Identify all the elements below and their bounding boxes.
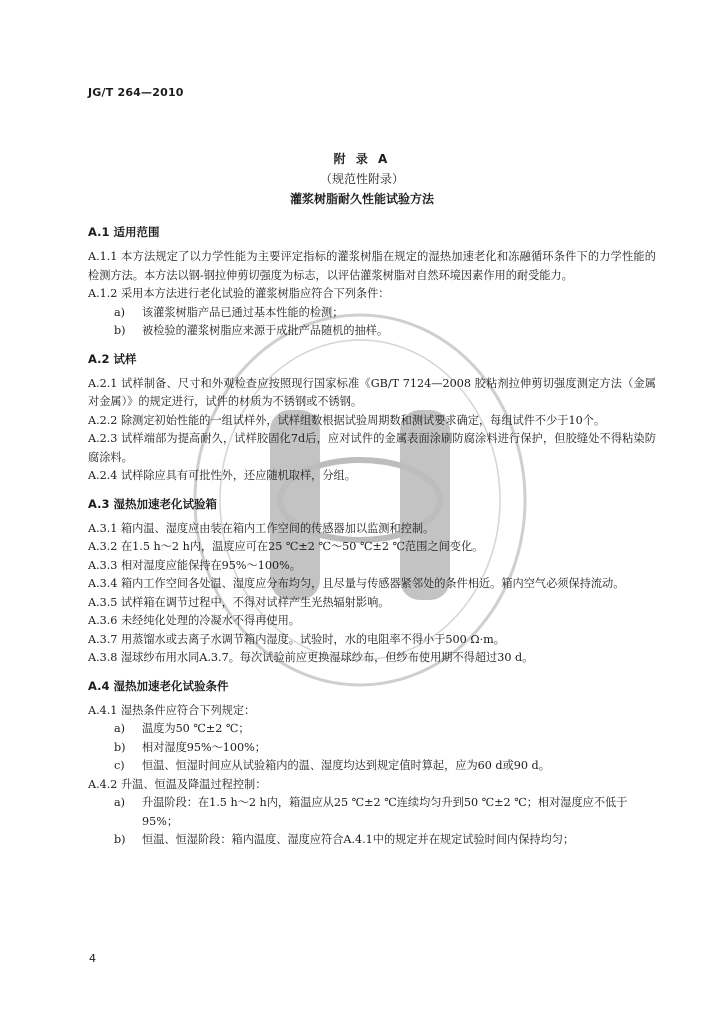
list-label: a) [114,722,126,735]
section-heading: A.1 适用范围 [88,225,160,239]
list-label: b) [114,833,126,846]
annex-normative: （规范性附录） [319,172,404,186]
annex-title: 附 录 A [333,152,391,166]
section-heading: A.4 湿热加速老化试验条件 [88,678,229,693]
list-text: 升温阶段：在1.5 h～2 h内，箱温应从25 ℃±2 ℃连续均匀升到50 ℃±2 ℃；相对湿度应不低于95%； [142,796,628,828]
paragraph: A.3.5 试样箱在调节过程中，不得对试样产生光热辐射影响。 [88,595,390,609]
list-text: 恒温、恒湿阶段：箱内温度、湿度应符合A.4.1中的规定并在规定试验时间内保持均匀； [142,833,575,846]
paragraph: A.3.8 湿球纱布用水同A.3.7。每次试验前应更换湿球纱布，但纱布使用期不得超过30 d。 [88,651,534,664]
standard-code: JG/T 264—2010 [88,86,184,99]
section-heading: A.3 湿热加速老化试验箱 [88,496,217,511]
list-item [88,794,656,831]
paragraph: A.3.4 箱内工作空间各处温、湿度应分布均匀，且尽量与传感器紧邻处的条件相近。箱内空气必须保持流动。 [88,577,625,590]
paragraph: A.3.7 用蒸馏水或去离子水调节箱内湿度。试验时，水的电阻率不得小于500 Ω·m。 [88,632,505,646]
paragraph: A.1.2 采用本方法进行老化试验的灌浆树脂应符合下列条件： [88,287,390,300]
list-text: 恒温、恒湿时间应从试验箱内的温、湿度均达到规定值时算起，应为60 d或90 d。 [142,759,550,772]
paragraph: A.2.3 试样端部为提高耐久，试样胶固化7d后，应对试件的金属表面涂刷防腐涂料进行保护，但胶缝处不得粘染防腐涂料。 [88,432,656,464]
list-text: 该灌浆树脂产品已通过基本性能的检测； [142,305,344,319]
document-body [88,224,656,850]
paragraph: A.2.1 试样制备、尺寸和外观检查应按照现行国家标准《GB/T 7124—2008 胶粘剂拉伸剪切强度测定方法（金属对金属）》的规定进行，试件的材质为不锈钢或不锈钢。 [88,376,656,408]
paragraph: A.3.1 箱内温、湿度应由装在箱内工作空间的传感器加以监测和控制。 [88,521,435,535]
list-item [88,720,656,739]
list-item [88,739,656,758]
list-text: 温度为50 ℃±2 ℃； [142,722,250,735]
paragraph: A.1.1 本方法规定了以力学性能为主要评定指标的灌浆树脂在规定的湿热加速老化和冻融循环条件下的力学性能的检测方法。本方法以钢-钢拉伸剪切强度为标志，以评估灌浆树脂对自然环境因素作用的耐受能力。 [88,250,656,282]
paragraph: A.3.3 相对湿度应能保持在95%～100%。 [88,558,301,572]
paragraph: A.4.2 升温、恒温及降温过程控制： [88,777,267,791]
list-text: 被检验的灌浆树脂应来源于成批产品随机的抽样。 [142,324,389,337]
section-heading: A.2 试样 [88,351,137,366]
paragraph: A.3.2 在1.5 h～2 h内，温度应可在25 ℃±2 ℃～50 ℃±2 ℃范围之间变化。 [88,540,484,553]
list-label: b) [114,740,126,754]
list-text: 相对湿度95%～100%； [142,740,266,754]
list-label: c) [114,759,125,772]
list-label: a) [114,305,126,319]
page-number: 4 [89,952,96,965]
list-label: b) [114,324,126,337]
paragraph: A.3.6 未经纯化处理的冷凝水不得再使用。 [88,614,300,627]
paragraph: A.2.4 试样除应具有可批性外，还应随机取样，分组。 [88,469,356,482]
list-item [88,757,656,776]
list-item [88,831,656,850]
list-item [88,304,656,323]
paragraph: A.2.2 除测定初始性能的一组试样外，试样组数根据试验周期数和测试要求确定，每组试件不少于10个。 [88,413,606,427]
paragraph: A.4.1 湿热条件应符合下列规定： [88,703,256,717]
list-item [88,322,656,341]
annex-name: 灌浆树脂耐久性能试验方法 [289,192,434,206]
list-label: a) [114,796,126,809]
